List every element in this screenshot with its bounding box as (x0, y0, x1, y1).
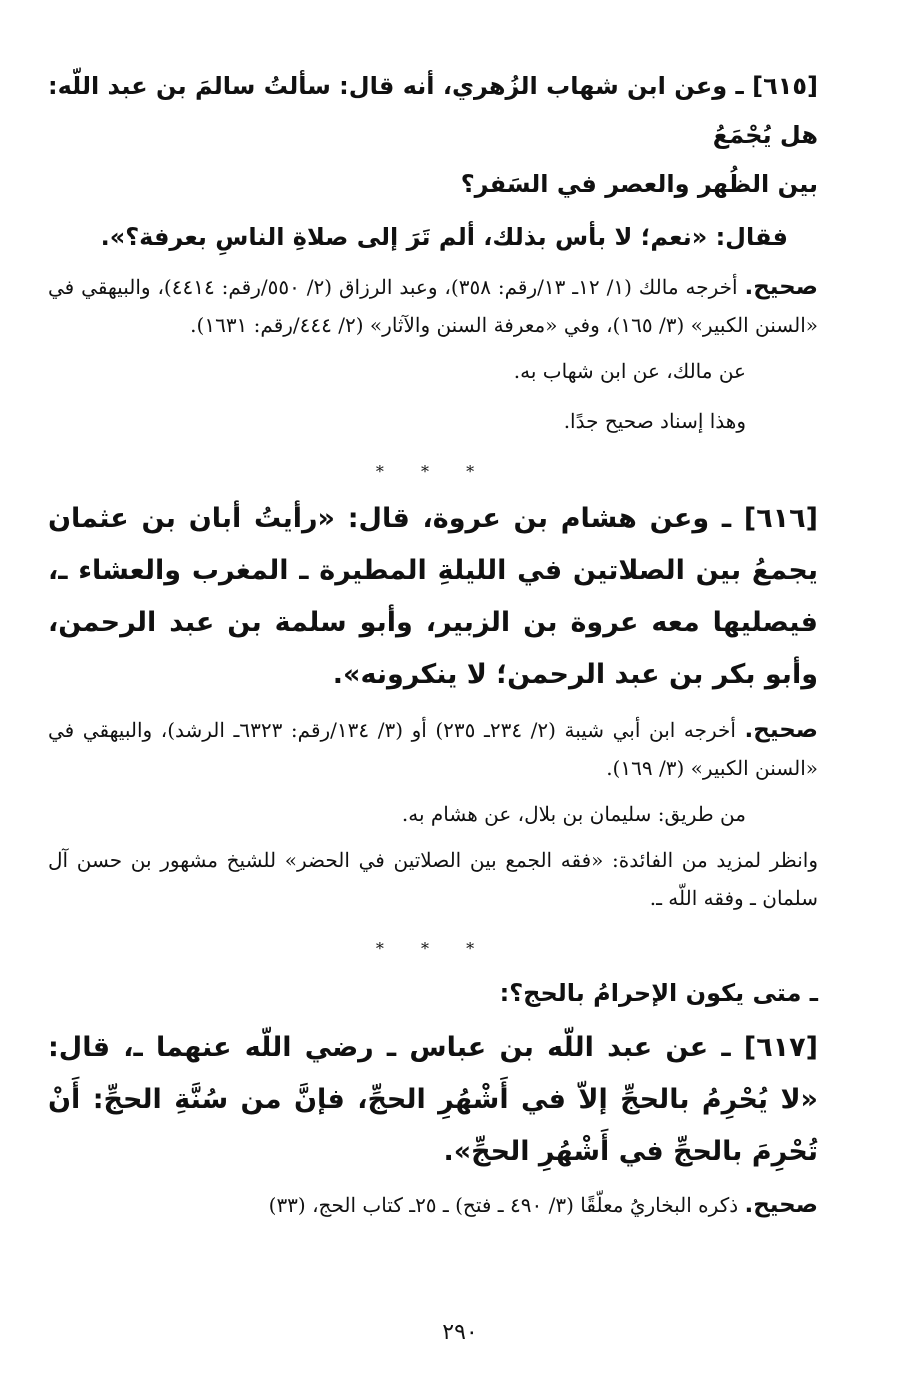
hadith-615-line-3: فقال: «نعم؛ لا بأس بذلك، ألم تَرَ إلى صلاةِ الناسِ بعرفة؟». (100, 223, 788, 251)
hadith-616: [٦١٦] ـ وعن هشام بن عروة، قال: «رأيتُ أبان بن عثمان يجمعُ بين الصلاتين في الليلةِ المطيرة ـ المغرب والعشاء ـ، فيصليها معه عروة بن الزبير، وأبو سلمة بن عبد الرحمن، وأبو بكر بن عبد الرحمن؛ لا ينكرونه». (48, 503, 818, 690)
takhrij-616-text: أخرجه ابن أبي شيبة (٢/ ٢٣٤ـ ٢٣٥) أو (٣/ ١٣٤/رقم: ٦٣٢٣ـ الرشد)، والبيهقي في «السنن الكبير» (٣/ ١٦٩). (48, 718, 818, 780)
page-number: ٢٩٠ (442, 1320, 478, 1345)
hadith-615-line-1: [٦١٥] ـ وعن ابن شهاب الزُهري، أنه قال: سألتُ سالمَ بن عبد اللّه: هل يُجْمَعُ (48, 72, 818, 149)
takhrij-617-text: ذكره البخاريُ معلّقًا (٣/ ٤٩٠ ـ فتح) ـ ٢٥ـ كتاب الحج، (٣٣) (268, 1193, 745, 1217)
section-heading: ـ متى يكون الإحرامُ بالحج؟: (499, 979, 818, 1007)
takhrij-617 (48, 1186, 818, 1224)
hadith-617: [٦١٧] ـ عن عبد اللّه بن عباس ـ رضي اللّه عنهما ـ، قال: «لا يُحْرِمُ بالحجِّ إلاّ في أَشْهُرِ الحجِّ، فإنَّ من سُنَّةِ الحجِّ: أَنْ تُحْرِمَ بالحجِّ في أَشْهُرِ الحجِّ». (48, 1032, 818, 1167)
takhrij-615-text: أخرجه مالك (١/ ١٢ـ ١٣/رقم: ٣٥٨)، وعبد الرزاق (٢/ ٥٥٠/رقم: ٤٤١٤)، والبيهقي في «السنن الكبير» (٣/ ١٦٥)، وفي «معرفة السنن والآثار» (٢/ ٤٤٤/رقم: ١٦٣١). (48, 275, 818, 337)
takhrij-615 (48, 268, 818, 344)
chain-615: عن مالك، عن ابن شهاب به. (513, 359, 746, 383)
grade-label: صحيح. (744, 274, 818, 300)
section-separator: * * * (375, 939, 491, 958)
grade-label: صحيح. (744, 717, 819, 743)
grade-label: صحيح. (744, 1192, 818, 1218)
page-body (48, 62, 818, 1224)
note-616: وانظر لمزيد من الفائدة: «فقه الجمع بين الصلاتين في الحضر» للشيخ مشهور بن حسن آل سلمان ـ وفقه اللّه ـ. (48, 848, 818, 910)
chain-616: من طريق: سليمان بن بلال، عن هشام به. (401, 802, 746, 826)
verdict-615: وهذا إسناد صحيح جدًا. (563, 409, 746, 433)
takhrij-616 (48, 711, 818, 787)
hadith-615-line-2: بين الظُهر والعصر في السَفر؟ (460, 170, 818, 198)
section-separator: * * * (375, 462, 491, 481)
